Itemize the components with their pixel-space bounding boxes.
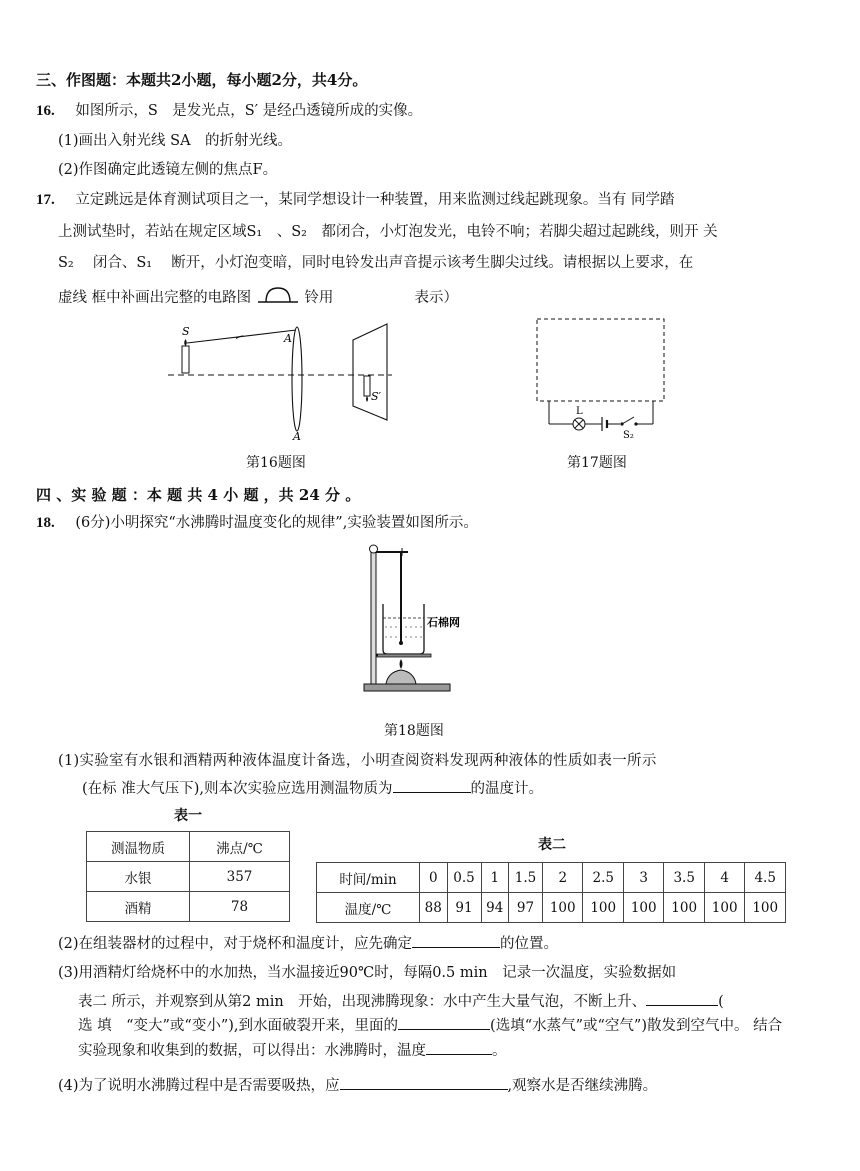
table-cell: 0.5 <box>447 863 481 893</box>
table1-title: 表一 <box>174 808 202 824</box>
figure-16-caption: 第16题图 <box>246 455 306 471</box>
q17-number: 17. <box>36 192 55 208</box>
table-cell: 1 <box>481 863 509 893</box>
q18-part3-line3-b: (选填“水蒸气”或“空气”)散发到空气中。 结合 <box>490 1018 783 1034</box>
q18-part3-line4 <box>78 1040 507 1061</box>
source-candle <box>182 346 189 373</box>
table-cell: 94 <box>481 893 509 923</box>
figure-17-caption: 第17题图 <box>567 455 627 471</box>
screen <box>353 324 387 420</box>
q18-stem-text: (6分)小明探究“水沸腾时温度变化的规律”,实验装置如图所示。 <box>75 515 478 531</box>
ray-arrow <box>236 335 244 339</box>
table2-title: 表二 <box>538 837 566 853</box>
table2-row-label: 时间/min <box>317 863 420 893</box>
table-row <box>87 892 290 922</box>
table1-header-row <box>87 832 290 862</box>
q18-part3-line2 <box>78 991 724 1012</box>
answer-blank-1[interactable] <box>393 778 471 793</box>
q17-line2: 上测试垫时，若站在规定区域S₁ 、S₂ 都闭合，小灯泡发光，电铃不响；若脚尖超过起跳线，则开 关 <box>58 224 718 240</box>
table1-header-cell: 测温物质 <box>87 832 190 862</box>
q17-line4-text-c: 表示） <box>414 290 459 306</box>
q17-line1 <box>36 190 674 210</box>
q18-part3-line1: (3)用酒精灯给烧杯中的水加热，当水温接近90℃时，每隔0.5 min 记录一次温度，实验数据如 <box>58 965 677 981</box>
q18-part1-line2 <box>82 778 543 799</box>
table-row <box>87 862 290 892</box>
q16-stem <box>36 101 422 121</box>
table-cell: 100 <box>623 893 663 923</box>
lamp-flame <box>400 659 403 669</box>
table-row <box>317 863 786 893</box>
q18-stem <box>36 513 478 533</box>
answer-blank-2[interactable] <box>412 933 500 948</box>
table-cell: 88 <box>420 893 448 923</box>
table-cell: 100 <box>543 893 583 923</box>
dashed-box <box>537 319 664 401</box>
q17-line4 <box>58 284 458 308</box>
table-cell: 1.5 <box>509 863 543 893</box>
table-cell: 100 <box>745 893 786 923</box>
table-cell: 酒精 <box>87 892 190 922</box>
figure-18-apparatus <box>360 542 470 702</box>
q18-part1-line1: (1)实验室有水银和酒精两种液体温度计备选，小明查阅资料发现两种液体的性质如表一所示 <box>58 753 657 769</box>
switch-S2 <box>622 417 634 424</box>
table1 <box>86 831 290 922</box>
table-cell: 91 <box>447 893 481 923</box>
table-cell: 2 <box>543 863 583 893</box>
label-A-top: A <box>284 332 292 345</box>
q17-line3: S₂ 闭合、S₁ 断开，小灯泡变暗，同时电铃发出声音提示该考生脚尖过线。请根据以上要求，在 <box>58 255 694 271</box>
table2 <box>316 862 786 923</box>
figure-17-circuit <box>536 318 666 442</box>
q16-part2: (2)作图确定此透镜左侧的焦点F。 <box>58 162 278 178</box>
label-L: L <box>576 406 583 417</box>
convex-lens <box>292 327 302 431</box>
q16-part1: (1)画出入射光线 SA 的折射光线。 <box>58 133 293 149</box>
q16-number: 16. <box>36 103 55 119</box>
q18-part3-line3-a: 选 填 “变大”或“变小”),到水面破裂开来，里面的 <box>78 1018 399 1034</box>
table-cell: 3.5 <box>664 863 704 893</box>
source-flame <box>184 339 187 346</box>
q18-part2-b: 的位置。 <box>500 936 559 952</box>
q18-part4 <box>58 1075 657 1096</box>
label-A-bottom: A <box>293 430 301 443</box>
q17-line4-text-b: 铃用 <box>304 290 334 306</box>
image-candle <box>364 376 370 396</box>
q18-part3-line4-a: 实验现象和收集到的数据，可以得出：水沸腾时，温度 <box>78 1043 426 1059</box>
q18-part4-a: (4)为了说明水沸腾过程中是否需要吸热，应 <box>58 1078 340 1094</box>
table-cell: 100 <box>704 893 744 923</box>
incident-ray-SA <box>187 330 296 343</box>
label-S: S <box>182 325 190 338</box>
answer-blank-3[interactable] <box>646 991 718 1006</box>
stand-base <box>364 684 450 691</box>
label-S-prime: S′ <box>371 390 382 403</box>
bell-icon <box>256 284 300 308</box>
table-row <box>317 893 786 923</box>
table-cell: 97 <box>509 893 543 923</box>
table2-row-label: 温度/℃ <box>317 893 420 923</box>
q18-part3-line4-b: 。 <box>492 1043 507 1059</box>
image-flame <box>366 396 368 402</box>
figure-16-convex-lens <box>160 316 400 446</box>
table-cell: 100 <box>583 893 623 923</box>
q18-part2 <box>58 933 558 954</box>
q18-part1-line2-b: 的温度计。 <box>470 781 544 797</box>
table-cell: 2.5 <box>583 863 623 893</box>
figure-18-caption: 第18题图 <box>384 723 444 739</box>
answer-blank-5[interactable] <box>426 1040 492 1055</box>
table-cell: 0 <box>420 863 448 893</box>
q18-part3-line2-a: 表二 所示，并观察到从第2 min 开始，出现沸腾现象：水中产生大量气泡，不断上升、 <box>78 994 647 1010</box>
q18-part3-line2-b: ( <box>718 994 724 1010</box>
alcohol-lamp <box>386 670 416 684</box>
section4-heading: 四 、实 验 题 ：本 题 共 4 小 题 ，共 24 分 。 <box>36 486 361 504</box>
section3-heading: 三、作图题：本题共2小题，每小题2分，共4分。 <box>36 71 368 89</box>
q18-part3-line3 <box>78 1015 782 1036</box>
beaker <box>383 604 424 654</box>
label-S2: S₂ <box>623 430 634 441</box>
table-cell: 357 <box>190 862 290 892</box>
table-cell: 4.5 <box>745 863 786 893</box>
asbestos-net <box>377 654 431 657</box>
table-cell: 4 <box>704 863 744 893</box>
table-cell: 78 <box>190 892 290 922</box>
label-asbestos-net: 石棉网 <box>427 616 460 629</box>
q18-part2-a: (2)在组装器材的过程中，对于烧杯和温度计，应先确定 <box>58 936 413 952</box>
answer-blank-6[interactable] <box>340 1075 508 1090</box>
q17-line1-text: 立定跳远是体育测试项目之一，某同学想设计一种装置，用来监测过线起跳现象。当有 同学踏 <box>75 192 675 208</box>
table1-header-cell: 沸点/℃ <box>190 832 290 862</box>
q18-number: 18. <box>36 515 55 531</box>
answer-blank-4[interactable] <box>398 1015 490 1030</box>
table-cell: 100 <box>664 893 704 923</box>
q18-part1-line2-a: (在标 准大气压下),则本次实验应选用测温物质为 <box>82 781 393 797</box>
table-cell: 3 <box>623 863 663 893</box>
q16-stem-text: 如图所示，S 是发光点，S′ 是经凸透镜所成的实像。 <box>75 103 423 119</box>
q18-part4-b: ,观察水是否继续沸腾。 <box>507 1078 658 1094</box>
stand-rod <box>371 550 376 690</box>
table-cell: 水银 <box>87 862 190 892</box>
q17-line4-text-a: 虚线 框中补画出完整的电路图 <box>58 290 252 306</box>
